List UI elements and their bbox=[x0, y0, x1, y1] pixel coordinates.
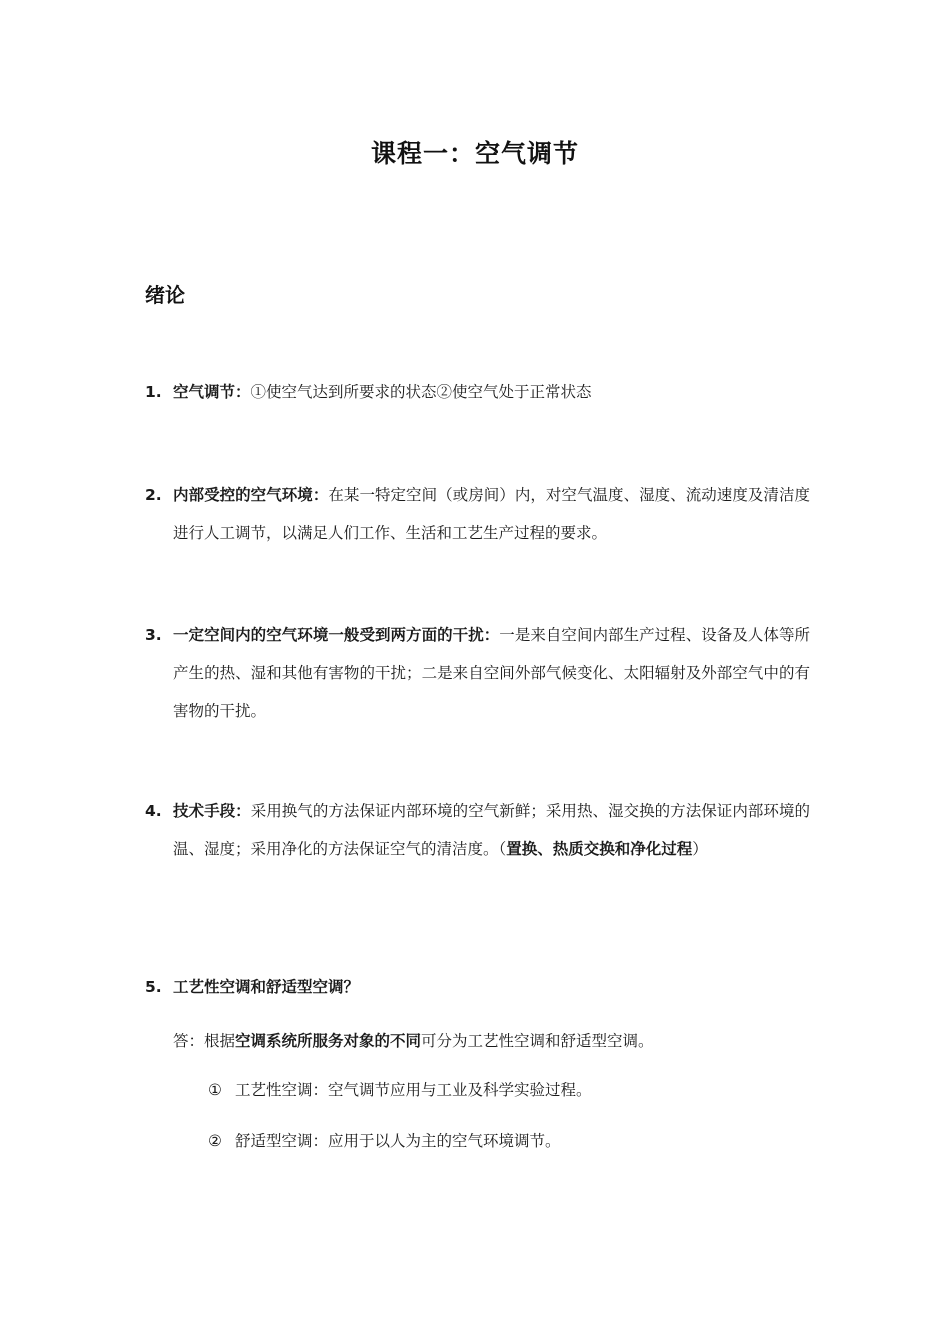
item-term: 工艺性空调和舒适型空调？ bbox=[173, 978, 360, 996]
circled-number: ① bbox=[208, 1081, 222, 1099]
answer-prefix: 答：根据 bbox=[173, 1032, 236, 1050]
list-item bbox=[145, 476, 810, 552]
item-number: 4. bbox=[145, 802, 162, 820]
item-number: 5. bbox=[145, 978, 162, 996]
item-term: 一定空间内的空气环境一般受到两方面的干扰： bbox=[173, 626, 500, 644]
list-item bbox=[145, 792, 810, 868]
item-number: 3. bbox=[145, 626, 162, 644]
item-close-paren: ） bbox=[692, 840, 708, 858]
item-text: 一是来自空间内部生产过程、设备及人体等所产生的热、湿和其他有害物的干扰；二是来自空间外部气候变化、太阳辐射及外部空气中的有害物的干扰。 bbox=[173, 626, 810, 720]
subitem-text: 舒适型空调：应用于以人为主的空气环境调节。 bbox=[235, 1132, 561, 1150]
answer-suffix: 可分为工艺性空调和舒适型空调。 bbox=[421, 1032, 654, 1050]
answer-bold: 空调系统所服务对象的不同 bbox=[235, 1032, 422, 1050]
item-body bbox=[173, 373, 810, 411]
item-text: 采用换气的方法保证内部环境的空气新鲜；采用热、湿交换的方法保证内部环境的温、湿度；采用净化的方法保证空气的清洁度。（ bbox=[173, 802, 810, 858]
answer-subitem bbox=[208, 1126, 561, 1156]
list-item bbox=[145, 373, 810, 411]
answer-paragraph bbox=[173, 1022, 654, 1060]
item-term: 内部受控的空气环境： bbox=[173, 486, 329, 504]
circled-number: ② bbox=[208, 1132, 222, 1150]
item-term: 空气调节： bbox=[173, 383, 251, 401]
item-number: 1. bbox=[145, 383, 162, 401]
list-item bbox=[145, 616, 810, 730]
item-text: 在某一特定空间（或房间）内，对空气温度、湿度、流动速度及清洁度进行人工调节，以满足人们工作、生活和工艺生产过程的要求。 bbox=[173, 486, 810, 542]
item-term: 技术手段： bbox=[173, 802, 251, 820]
list-item bbox=[145, 968, 810, 1006]
item-body bbox=[173, 476, 810, 552]
item-number: 2. bbox=[145, 486, 162, 504]
answer-subitem bbox=[208, 1075, 592, 1105]
subitem-text: 工艺性空调：空气调节应用与工业及科学实验过程。 bbox=[235, 1081, 592, 1099]
page-title: 课程一：空气调节 bbox=[370, 139, 579, 168]
section-heading: 绪论 bbox=[145, 283, 185, 307]
item-body bbox=[173, 792, 810, 868]
item-body bbox=[173, 616, 810, 730]
item-bold-note: 置换、热质交换和净化过程 bbox=[506, 840, 693, 858]
item-text: ①使空气达到所要求的状态②使空气处于正常状态 bbox=[250, 383, 592, 401]
item-body bbox=[173, 968, 810, 1006]
